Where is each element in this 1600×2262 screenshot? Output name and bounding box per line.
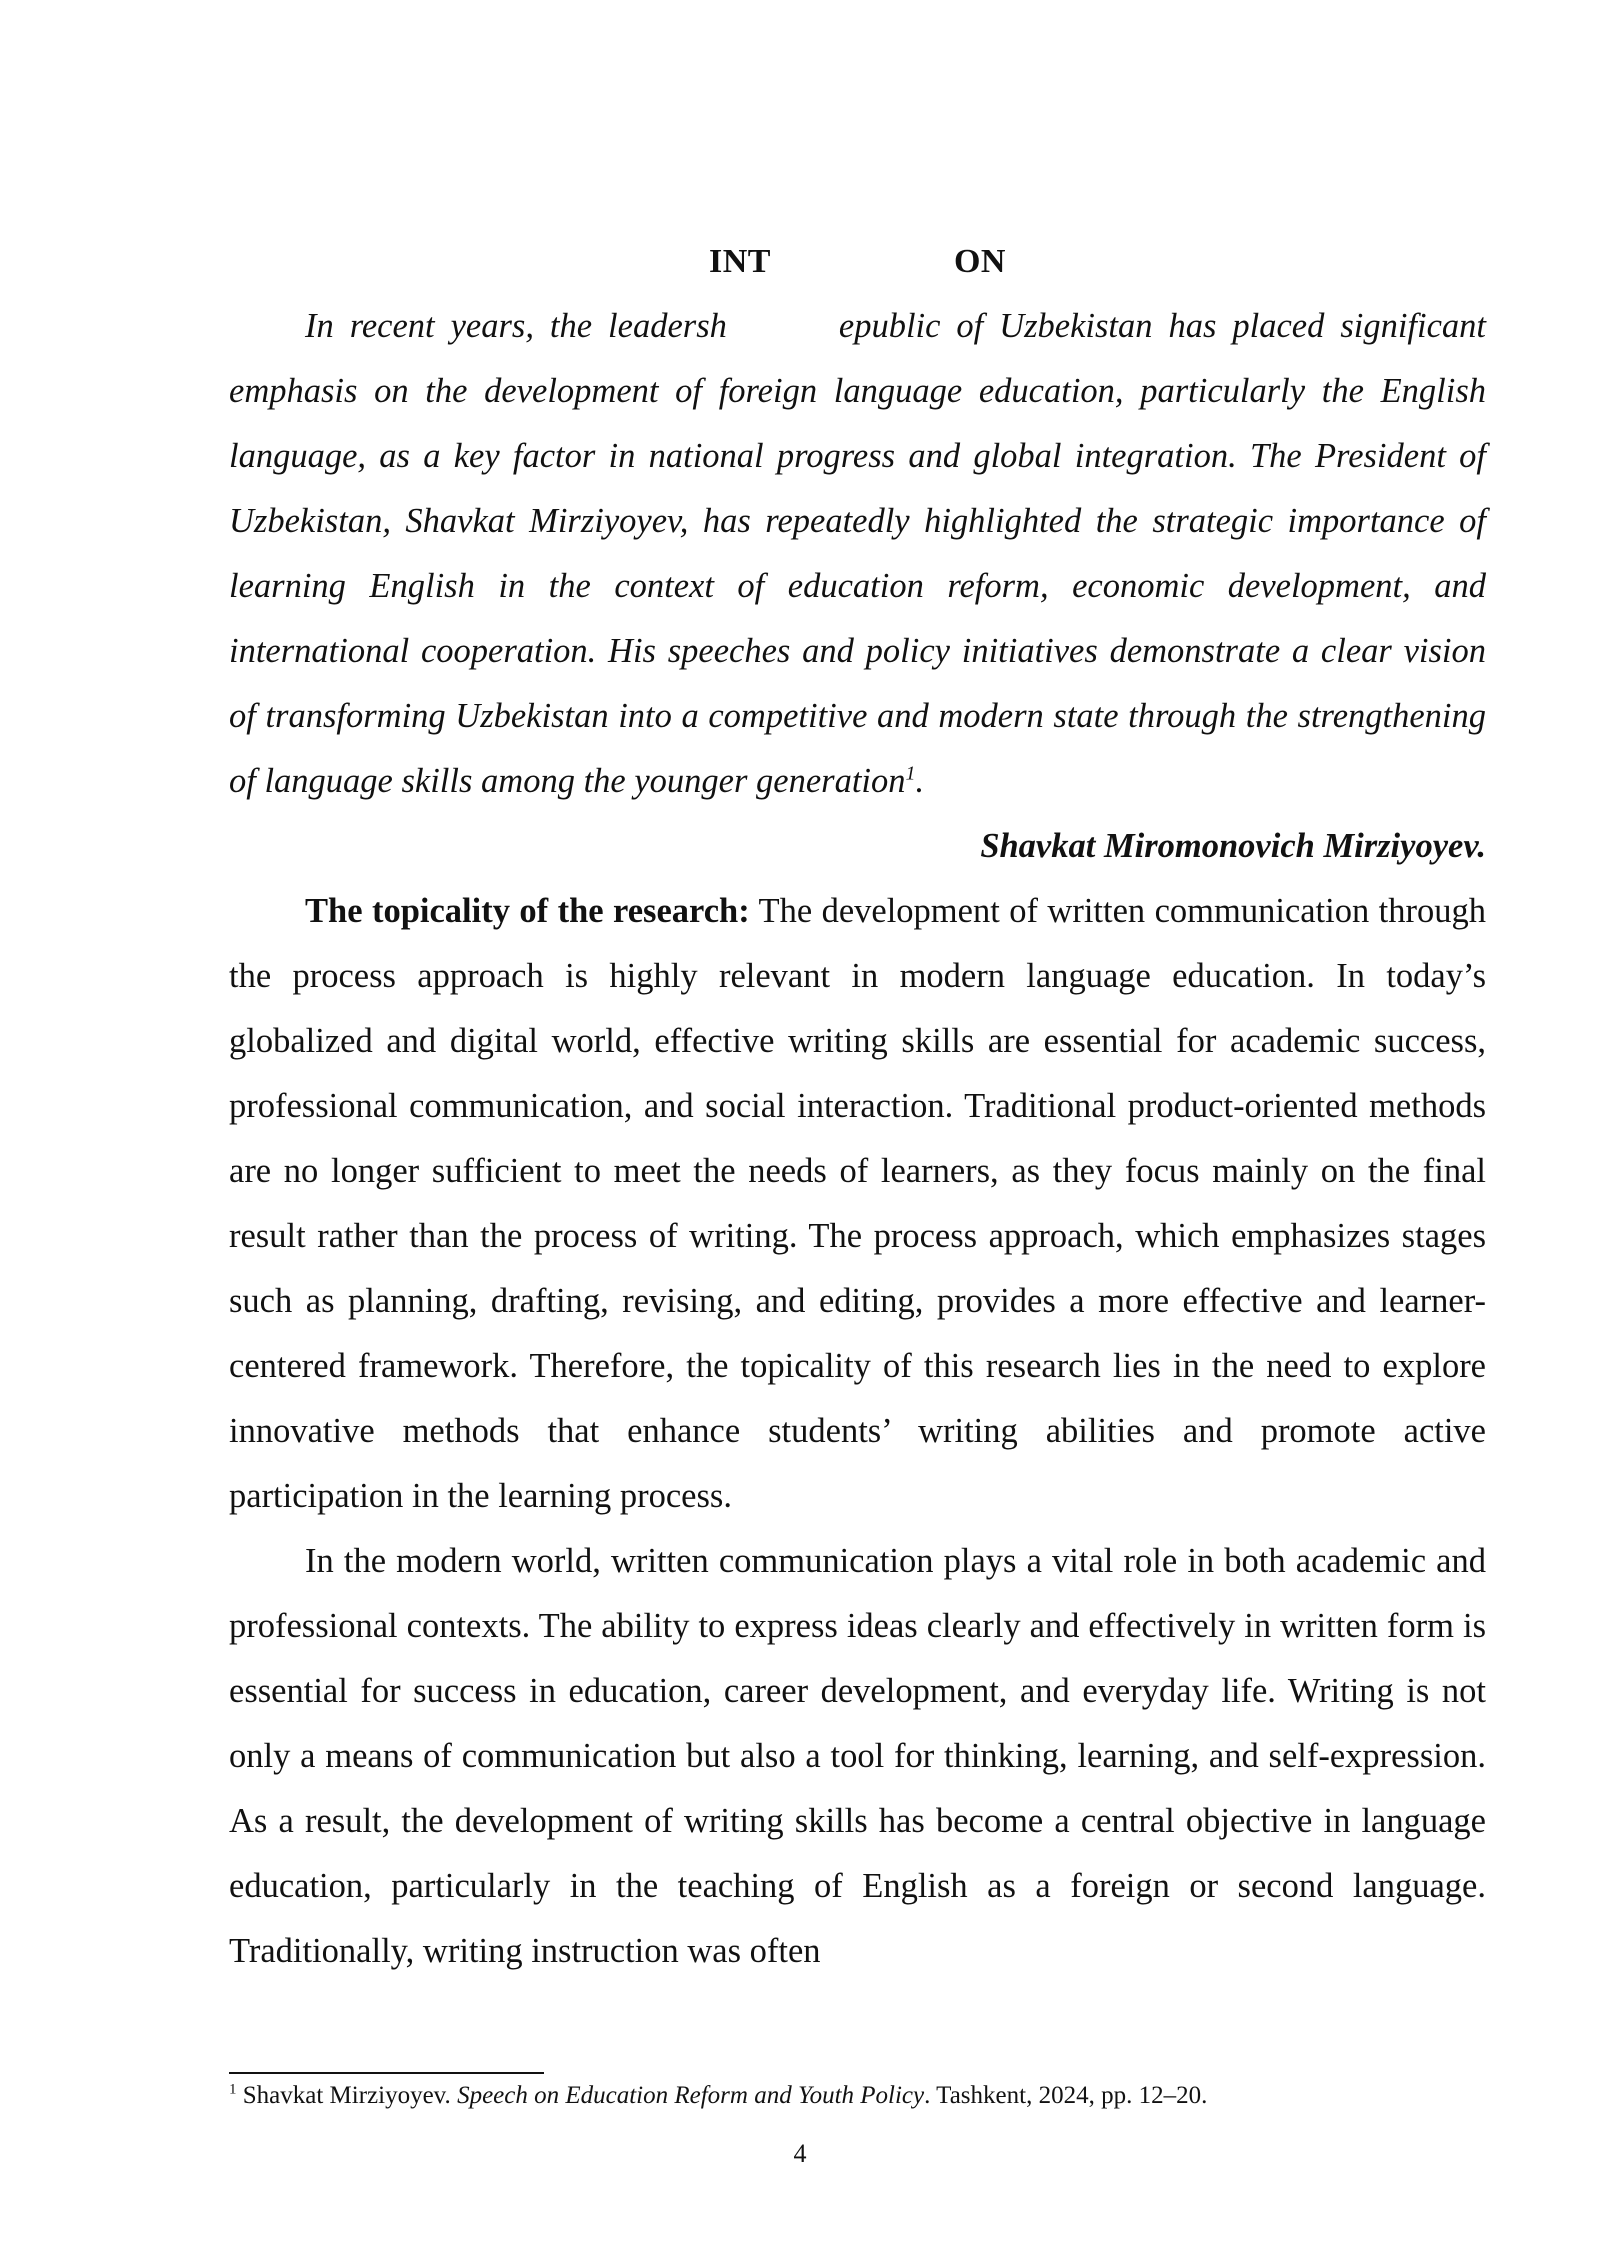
section-heading (229, 238, 1486, 286)
topicality-text: The development of written communication through the process approach is highly relevant in modern language education. In today’s globalized and digital world, effective writing skills are essential for academic success, professional communication, and social interaction. Traditional product-oriented methods are no longer sufficient to meet the needs of learners, as they focus mainly on the final result rather than the process of writing. The process approach, which emphasizes stages such as planning, drafting, revising, and editing, provides a more effective and learner-centered framework. Therefore, the topicality of this research lies in the need to explore innovative methods that enhance students’ writing abilities and promote active participation in the learning process. (229, 892, 1486, 1515)
quote-text-end: epublic of Uzbekistan has placed significant emphasis on the development of foreign language education, particularly the English language, as a key factor in national progress and global integration. The President of Uzbekistan, Shavkat Mirziyoyev, has repeatedly highlighted the strategic importance of learning English in the context of education reform, economic development, and international cooperation. His speeches and policy initiatives demonstrate a clear vision of transforming Uzbekistan into a competitive and modern state through the strengthening of language skills among the younger generation (229, 307, 1486, 800)
footnote-title: Speech on Education Reform and Youth Policy (457, 2082, 925, 2109)
footnote-author: Shavkat Mirziyoyev. (242, 2082, 451, 2109)
epigraph-quote (229, 294, 1486, 814)
topicality-label: The topicality of the research: (305, 892, 750, 930)
quote-end-punct: . (915, 762, 925, 800)
quote-text-start: In recent years, the leadersh (305, 307, 727, 345)
footnote-separator (229, 2072, 544, 2074)
topicality-paragraph (229, 879, 1486, 1529)
footnote-details: . Tashkent, 2024, pp. 12–20. (924, 2082, 1208, 2109)
quote-footnote-ref[interactable]: 1 (905, 762, 916, 785)
heading-part-2: ON (953, 243, 1006, 280)
footnote (229, 2078, 1486, 2114)
heading-part-1: INT (709, 243, 771, 280)
footnote-number: 1 (229, 2081, 237, 2098)
page-number: 4 (793, 2139, 807, 2168)
body-paragraph: In the modern world, written communication plays a vital role in both academic and professional contexts. The ability to express ideas clearly and effectively in written form is essential for success in education, career development, and everyday life. Writing is not only a means of communication but also a tool for thinking, learning, and self-expression. As a result, the development of writing skills has become a central objective in language education, particularly in the teaching of English as a foreign or second language. Traditionally, writing instruction was often (229, 1542, 1486, 1970)
page-body (229, 238, 1486, 1984)
epigraph-author: Shavkat Miromonovich Mirziyoyev. (980, 827, 1486, 865)
